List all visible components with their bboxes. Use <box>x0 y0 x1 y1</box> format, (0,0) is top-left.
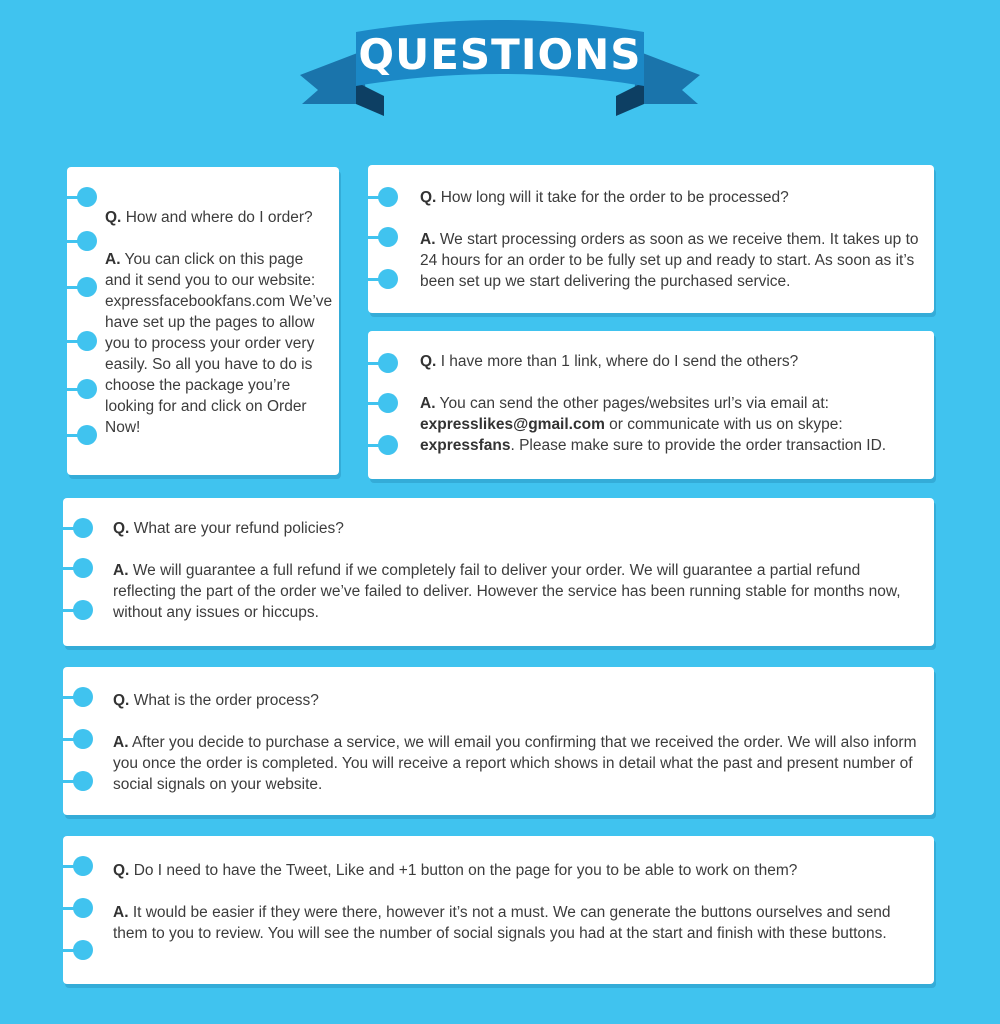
faq-question: Q. How and where do I order? <box>105 209 313 226</box>
faq-card-processing-time <box>368 165 934 313</box>
binder-ring-icon <box>378 227 398 247</box>
binder-ring-icon <box>73 940 93 960</box>
binder-ring-icon <box>73 729 93 749</box>
page-title: QUESTIONS <box>358 30 642 79</box>
faq-card-buttons <box>63 836 934 984</box>
faq-card-order-how <box>67 167 339 475</box>
binder-ring-icon <box>77 379 97 399</box>
binder-ring-icon <box>378 187 398 207</box>
title-banner <box>0 0 1000 140</box>
binder-ring-icon <box>73 771 93 791</box>
binder-ring-icon <box>378 269 398 289</box>
binder-ring-icon <box>77 231 97 251</box>
faq-answer: A. After you decide to purchase a service, we will email you confirming that we received the order. We will also inform you once the order is completed. You will receive a report which shows in detail what the past and present number of social signals on your website. <box>113 734 917 793</box>
skype-handle: expressfans <box>420 437 511 454</box>
faq-card-multiple-links <box>368 331 934 479</box>
binder-ring-icon <box>378 353 398 373</box>
faq-answer: A. You can send the other pages/websites url’s via email at: expresslikes@gmail.com or communicate with us on skype: expressfans. Please make sure to provide the order transaction ID. <box>420 395 887 454</box>
faq-answer: A. We start processing orders as soon as we receive them. It takes up to 24 hours for an order to be fully set up and ready to start. As soon as it’s been set up we start delivering the purchased service. <box>420 231 919 290</box>
faq-answer: A. We will guarantee a full refund if we completely fail to deliver your order. We will guarantee a partial refund reflecting the part of the order we’ve failed to deliver. However the service has been running stable for months now, without any issues or hiccups. <box>113 562 901 621</box>
binder-ring-icon <box>73 558 93 578</box>
binder-ring-icon <box>73 518 93 538</box>
faq-question: Q. How long will it take for the order to be processed? <box>420 189 789 206</box>
binder-ring-icon <box>73 856 93 876</box>
binder-ring-icon <box>378 435 398 455</box>
binder-ring-icon <box>77 187 97 207</box>
faq-question: Q. What is the order process? <box>113 692 319 709</box>
faq-question: Q. Do I need to have the Tweet, Like and +1 button on the page for you to be able to work on them? <box>113 862 798 879</box>
binder-ring-icon <box>77 425 97 445</box>
contact-email: expresslikes@gmail.com <box>420 416 605 433</box>
binder-ring-icon <box>378 393 398 413</box>
faq-card-order-process <box>63 667 934 815</box>
faq-card-refund <box>63 498 934 646</box>
faq-answer: A. You can click on this page and it send you to our website: expressfacebookfans.com We’ve have set up the pages to allow you to process your order very easily. So all you have to do is choose the package you’re looking for and click on Order Now! <box>105 251 333 436</box>
faq-question: Q. What are your refund policies? <box>113 520 344 537</box>
binder-ring-icon <box>77 331 97 351</box>
binder-ring-icon <box>73 600 93 620</box>
faq-question: Q. I have more than 1 link, where do I send the others? <box>420 353 799 370</box>
faq-answer: A. It would be easier if they were there, however it’s not a must. We can generate the buttons ourselves and send them to you to review. You will see the number of social signals you had at the start and finish with these buttons. <box>113 904 891 942</box>
binder-ring-icon <box>73 687 93 707</box>
binder-ring-icon <box>73 898 93 918</box>
binder-ring-icon <box>77 277 97 297</box>
